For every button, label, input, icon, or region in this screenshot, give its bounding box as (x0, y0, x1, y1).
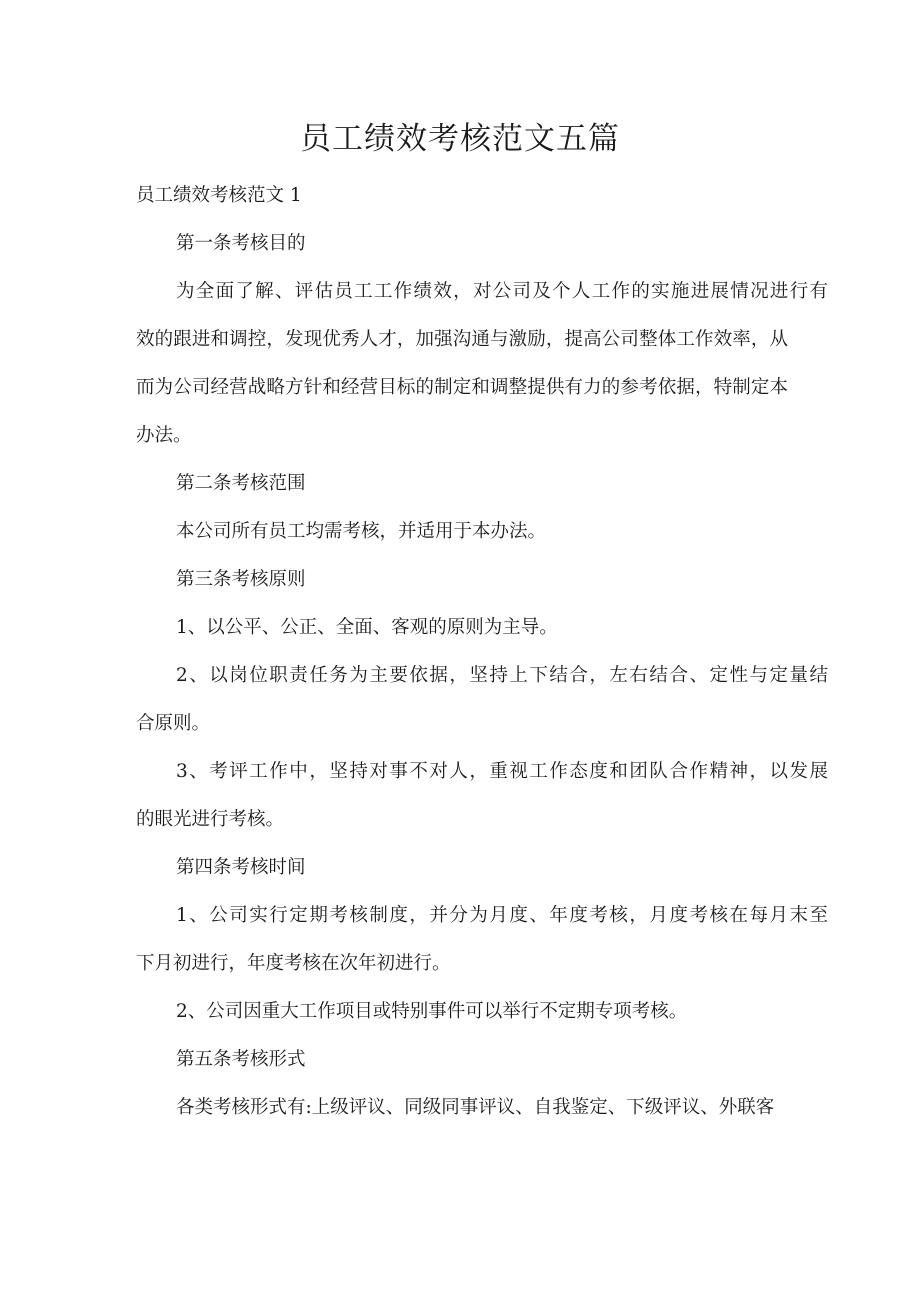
paragraph (136, 277, 828, 451)
paragraph-line: 下月初进行，年度考核在次年初进行。 (136, 953, 451, 974)
heading-text: 第一条考核目的 (176, 233, 306, 254)
paragraph-line: 各类考核形式有:上级评议、同级同事评议、自我鉴定、下级评议、外联客 (176, 1097, 775, 1118)
paragraph (136, 997, 788, 1027)
paragraph-line: 2、公司因重大工作项目或特别事件可以举行不定期专项考核。 (176, 1001, 688, 1022)
paragraph-line: 效的跟进和调控，发现优秀人才，加强沟通与激励，提高公司整体工作效率，从 (136, 329, 788, 350)
article-heading (136, 565, 788, 595)
section-title: 员工绩效考核范文 1 (136, 185, 302, 206)
paragraph-line: 办法。 (136, 425, 192, 446)
paragraph-line: 2、以岗位职责任务为主要依据，坚持上下结合，左右结合、定性与定量结 (176, 665, 828, 686)
paragraph (136, 757, 828, 835)
paragraph-line: 3、考评工作中，坚持对事不对人，重视工作态度和团队合作精神，以发展 (176, 761, 828, 782)
document-title: 员工绩效考核范文五篇 (300, 121, 620, 157)
heading-text: 第四条考核时间 (176, 857, 306, 878)
article-heading (136, 469, 788, 499)
document-body (136, 181, 828, 1123)
paragraph (136, 613, 788, 643)
paragraph-line: 1、公司实行定期考核制度，并分为月度、年度考核，月度考核在每月末至 (176, 905, 828, 926)
document-blocks (136, 229, 828, 1123)
section-heading (136, 181, 788, 211)
article-heading (136, 853, 788, 883)
paragraph-line: 本公司所有员工均需考核，并适用于本办法。 (176, 521, 547, 542)
heading-text: 第三条考核原则 (176, 569, 306, 590)
paragraph-line: 而为公司经营战略方针和经营目标的制定和调整提供有力的参考依据，特制定本 (136, 377, 788, 398)
heading-text: 第二条考核范围 (176, 473, 306, 494)
paragraph-line: 合原则。 (136, 713, 211, 734)
paragraph-line: 1、以公平、公正、全面、客观的原则为主导。 (176, 617, 558, 638)
article-heading (136, 229, 788, 259)
paragraph-line: 的眼光进行考核。 (136, 809, 285, 830)
article-heading (136, 1045, 788, 1075)
paragraph (136, 901, 828, 979)
heading-text: 第五条考核形式 (176, 1049, 306, 1070)
paragraph-line: 为全面了解、评估员工工作绩效，对公司及个人工作的实施进展情况进行有 (176, 281, 828, 302)
paragraph (136, 661, 828, 739)
paragraph (136, 517, 788, 547)
paragraph (136, 1093, 788, 1123)
